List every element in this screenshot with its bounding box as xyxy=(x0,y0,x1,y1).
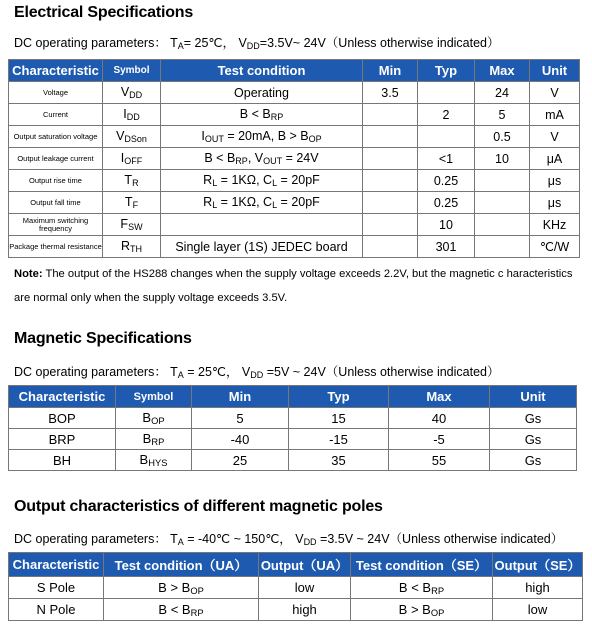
min-cell: -40 xyxy=(192,429,289,450)
test-condition-se-cell: $B < B_{RP}$ xyxy=(351,577,493,599)
unit-cell: KHz xyxy=(530,214,580,236)
header-cell: Unit xyxy=(530,60,580,82)
header-cell: Symbol xyxy=(116,386,192,408)
electrical-conditions: DC operating parameters： $T_A=$ 25℃， $V_{DD}=3.5V\sim$ 24V（Unless otherwise indicated） xyxy=(14,36,500,51)
symbol-cell: $T_R$ xyxy=(103,170,161,192)
output-se-cell: high xyxy=(493,577,583,599)
test-condition-ua-cell: $B < B_{RP}$ xyxy=(104,599,259,621)
min-cell xyxy=(363,104,418,126)
symbol-cell: $V_{DSon}$ xyxy=(103,126,161,148)
header-cell: Unit xyxy=(490,386,577,408)
header-cell: Characteristic xyxy=(9,553,104,577)
typ-cell: 2 xyxy=(418,104,475,126)
table-row xyxy=(9,408,577,429)
max-cell: 55 xyxy=(389,450,490,471)
symbol-cell: $I_{DD}$ xyxy=(103,104,161,126)
test-condition-cell: $R_L = 1K\Omega$, $C_L = 20pF$ xyxy=(161,192,363,214)
output-title: Output characteristics of different magnetic poles xyxy=(14,498,383,515)
symbol-cell: $B_{OP}$ xyxy=(116,408,192,429)
min-cell xyxy=(363,170,418,192)
test-condition-ua-cell: $B > B_{OP}$ xyxy=(104,577,259,599)
table-row xyxy=(9,599,583,621)
test-condition-cell: $B < B_{RP}$ xyxy=(161,104,363,126)
max-cell: -5 xyxy=(389,429,490,450)
table-row xyxy=(9,577,583,599)
magnetic-conditions: DC operating parameters： $T_A$ = 25℃， $V_{DD} =5V$ ~ 24V（Unless otherwise indicated） xyxy=(14,365,500,380)
max-cell xyxy=(475,236,530,258)
max-cell: 0.5 xyxy=(475,126,530,148)
output-ua-cell: low xyxy=(259,577,351,599)
header-cell: Typ xyxy=(418,60,475,82)
symbol-cell: $F_{SW}$ xyxy=(103,214,161,236)
typ-cell xyxy=(418,82,475,104)
test-condition-cell: $I_{OUT} = 20mA$, $B > B_{OP}$ xyxy=(161,126,363,148)
header-cell: Max xyxy=(389,386,490,408)
max-cell xyxy=(475,170,530,192)
typ-cell: 301 xyxy=(418,236,475,258)
header-cell: Max xyxy=(475,60,530,82)
electrical-note xyxy=(14,262,584,310)
max-cell: 40 xyxy=(389,408,490,429)
characteristic-cell: BOP xyxy=(9,408,116,429)
characteristic-cell: Maximum switching frequency xyxy=(9,214,103,236)
output-conditions: DC operating parameters： $T_A$ = -40℃ ~ 150℃， $V_{DD} =3.5V$ ~ 24V（Unless otherwise indicated） xyxy=(14,532,564,547)
symbol-cell: $I_{OFF}$ xyxy=(103,148,161,170)
unit-cell: μs xyxy=(530,170,580,192)
note-label: Note: xyxy=(14,268,43,280)
magnetic-title: Magnetic Specifications xyxy=(14,330,192,347)
test-condition-cell: Single layer (1S) JEDEC board xyxy=(161,236,363,258)
table-header-row xyxy=(9,386,577,408)
characteristic-cell: Package thermal resistance xyxy=(9,236,103,258)
max-cell xyxy=(475,192,530,214)
table-row xyxy=(9,214,580,236)
max-cell: 10 xyxy=(475,148,530,170)
table-row xyxy=(9,148,580,170)
table-row xyxy=(9,429,577,450)
output-se-cell: low xyxy=(493,599,583,621)
characteristic-cell: Output rise time xyxy=(9,170,103,192)
output-ua-cell: high xyxy=(259,599,351,621)
typ-cell: 15 xyxy=(289,408,389,429)
unit-cell: μs xyxy=(530,192,580,214)
max-cell: 5 xyxy=(475,104,530,126)
symbol-cell: $R_{TH}$ xyxy=(103,236,161,258)
characteristic-cell: BRP xyxy=(9,429,116,450)
header-cell: Typ xyxy=(289,386,389,408)
max-cell xyxy=(475,214,530,236)
table-row xyxy=(9,170,580,192)
symbol-cell: $B_{HYS}$ xyxy=(116,450,192,471)
unit-cell: μA xyxy=(530,148,580,170)
characteristic-cell: Output leakage current xyxy=(9,148,103,170)
typ-cell: 0.25 xyxy=(418,170,475,192)
min-cell: 5 xyxy=(192,408,289,429)
unit-cell: V xyxy=(530,126,580,148)
characteristic-cell: Output saturation voltage xyxy=(9,126,103,148)
min-cell xyxy=(363,148,418,170)
typ-cell: 0.25 xyxy=(418,192,475,214)
unit-cell: ℃/W xyxy=(530,236,580,258)
min-cell xyxy=(363,214,418,236)
min-cell: 3.5 xyxy=(363,82,418,104)
min-cell: 25 xyxy=(192,450,289,471)
header-cell: Min xyxy=(192,386,289,408)
table-row xyxy=(9,450,577,471)
table-header-row xyxy=(9,553,583,577)
pole-cell: N Pole xyxy=(9,599,104,621)
header-cell: Characteristic xyxy=(9,60,103,82)
unit-cell: Gs xyxy=(490,450,577,471)
typ-cell: -15 xyxy=(289,429,389,450)
header-cell: Test condition（SE） xyxy=(351,553,493,577)
header-cell: Test condition（UA） xyxy=(104,553,259,577)
header-cell: Min xyxy=(363,60,418,82)
test-condition-cell: $R_L = 1K\Omega$, $C_L = 20pF$ xyxy=(161,170,363,192)
unit-cell: V xyxy=(530,82,580,104)
electrical-spec-table xyxy=(8,59,580,258)
header-cell: Characteristic xyxy=(9,386,116,408)
typ-cell: 35 xyxy=(289,450,389,471)
symbol-cell: $T_F$ xyxy=(103,192,161,214)
min-cell xyxy=(363,126,418,148)
test-condition-cell: $B < B_{RP}$, $V_{OUT} = 24V$ xyxy=(161,148,363,170)
table-header-row xyxy=(9,60,580,82)
table-row xyxy=(9,82,580,104)
header-cell: Output（UA） xyxy=(259,553,351,577)
min-cell xyxy=(363,236,418,258)
typ-cell xyxy=(418,126,475,148)
max-cell: 24 xyxy=(475,82,530,104)
table-row xyxy=(9,192,580,214)
characteristic-cell: Current xyxy=(9,104,103,126)
header-cell: Symbol xyxy=(103,60,161,82)
unit-cell: Gs xyxy=(490,408,577,429)
min-cell xyxy=(363,192,418,214)
note-text: The output of the HS288 changes when the supply voltage exceeds 2.2V, but the magnetic c haracteristics are normal only when the supply voltage exceeds 3.5V. xyxy=(14,268,573,304)
test-condition-se-cell: $B > B_{OP}$ xyxy=(351,599,493,621)
symbol-cell: $V_{DD}$ xyxy=(103,82,161,104)
test-condition-cell: Operating xyxy=(161,82,363,104)
unit-cell: mA xyxy=(530,104,580,126)
typ-cell: <1 xyxy=(418,148,475,170)
header-cell: Output（SE） xyxy=(493,553,583,577)
characteristic-cell: BH xyxy=(9,450,116,471)
electrical-title: Electrical Specifications xyxy=(14,4,194,21)
pole-cell: S Pole xyxy=(9,577,104,599)
typ-cell: 10 xyxy=(418,214,475,236)
table-row xyxy=(9,104,580,126)
characteristic-cell: Voltage xyxy=(9,82,103,104)
output-characteristics-table xyxy=(8,552,583,621)
table-row xyxy=(9,126,580,148)
header-cell: Test condition xyxy=(161,60,363,82)
unit-cell: Gs xyxy=(490,429,577,450)
table-row xyxy=(9,236,580,258)
symbol-cell: $B_{RP}$ xyxy=(116,429,192,450)
characteristic-cell: Output fall time xyxy=(9,192,103,214)
test-condition-cell xyxy=(161,214,363,236)
magnetic-spec-table xyxy=(8,385,577,471)
